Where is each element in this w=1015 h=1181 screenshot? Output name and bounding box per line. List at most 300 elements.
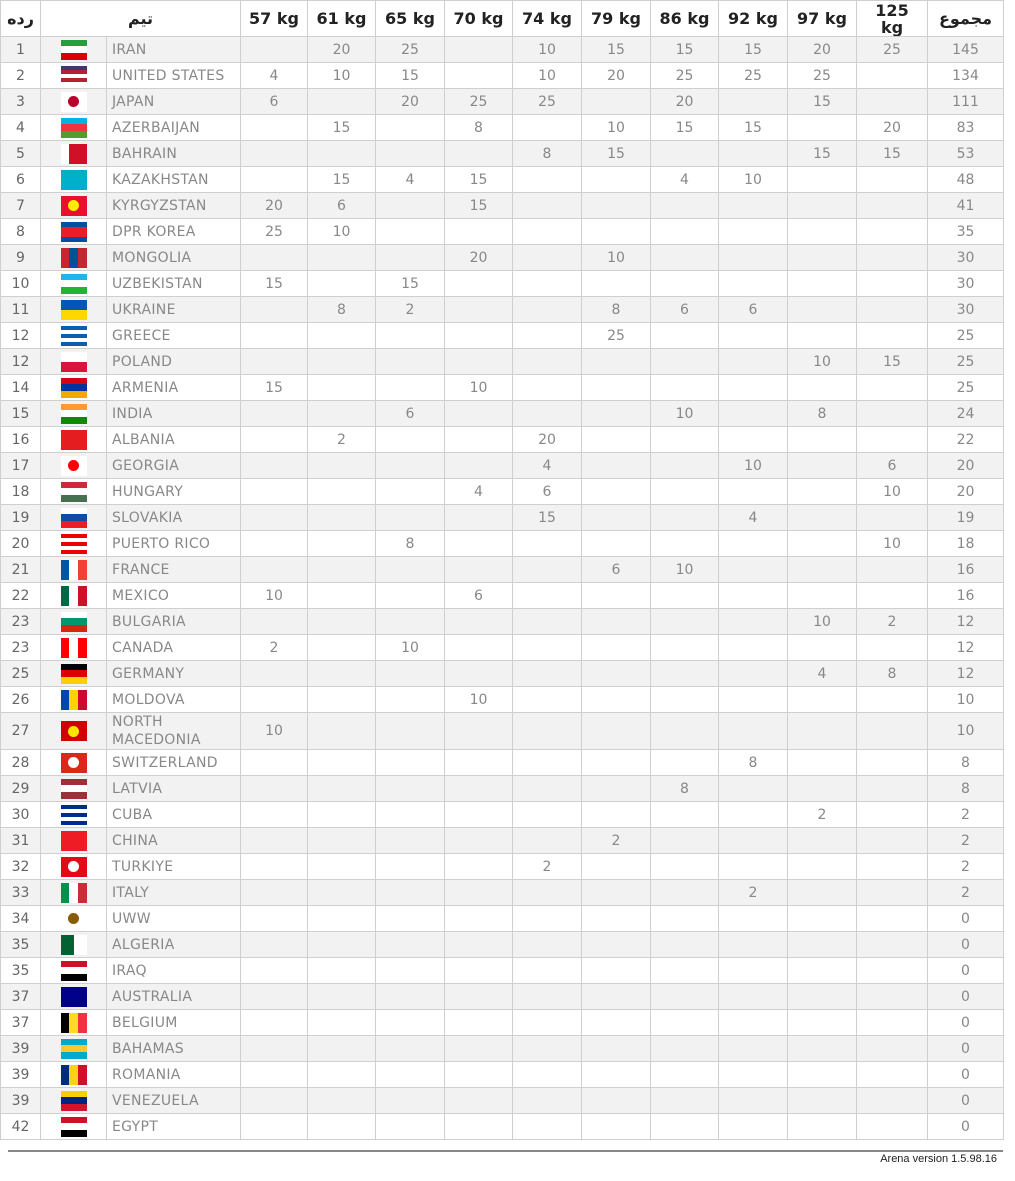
points-cell (651, 1036, 719, 1062)
points-cell (513, 776, 582, 802)
version-label: Arena version 1.5.98.16 (880, 1153, 997, 1165)
points-cell (788, 958, 857, 984)
points-cell: 6 (241, 89, 308, 115)
points-cell (513, 802, 582, 828)
points-cell (445, 1114, 513, 1140)
points-cell (651, 687, 719, 713)
flag-cell (41, 776, 107, 802)
total-cell: 22 (928, 427, 1004, 453)
total-cell: 30 (928, 297, 1004, 323)
points-cell (719, 479, 788, 505)
table-row (1, 880, 1004, 906)
flag-icon (61, 779, 87, 799)
table-row (1, 828, 1004, 854)
points-cell: 15 (445, 193, 513, 219)
points-cell (719, 1114, 788, 1140)
points-cell: 2 (241, 635, 308, 661)
points-cell (445, 557, 513, 583)
table-row (1, 687, 1004, 713)
flag-icon (61, 482, 87, 502)
flag-icon (61, 274, 87, 294)
points-cell (241, 505, 308, 531)
points-cell (445, 1088, 513, 1114)
table-row (1, 375, 1004, 401)
points-cell: 10 (582, 245, 651, 271)
points-cell (445, 1010, 513, 1036)
total-cell: 12 (928, 661, 1004, 687)
points-cell (719, 531, 788, 557)
team-name: BELGIUM (107, 1010, 241, 1036)
table-row (1, 1088, 1004, 1114)
rank-cell: 32 (1, 854, 41, 880)
points-cell (308, 776, 376, 802)
flag-icon (61, 430, 87, 450)
points-cell (857, 297, 928, 323)
points-cell (857, 635, 928, 661)
flag-icon (61, 248, 87, 268)
points-cell (308, 1114, 376, 1140)
points-cell: 20 (788, 37, 857, 63)
flag-icon (61, 560, 87, 580)
total-cell: 16 (928, 557, 1004, 583)
total-cell: 83 (928, 115, 1004, 141)
points-cell: 20 (376, 89, 445, 115)
points-cell (651, 505, 719, 531)
rank-cell: 30 (1, 802, 41, 828)
points-cell: 20 (445, 245, 513, 271)
flag-cell (41, 1062, 107, 1088)
team-name: ROMANIA (107, 1062, 241, 1088)
points-cell (513, 323, 582, 349)
table-row (1, 750, 1004, 776)
team-name: UWW (107, 906, 241, 932)
rank-cell: 3 (1, 89, 41, 115)
points-cell (857, 802, 928, 828)
points-cell (445, 1036, 513, 1062)
points-cell (651, 958, 719, 984)
points-cell: 8 (857, 661, 928, 687)
rank-cell: 16 (1, 427, 41, 453)
flag-cell (41, 583, 107, 609)
header-weight: 74 kg (513, 1, 582, 37)
table-row (1, 776, 1004, 802)
points-cell (582, 932, 651, 958)
flag-cell (41, 479, 107, 505)
team-name: KYRGYZSTAN (107, 193, 241, 219)
points-cell (241, 323, 308, 349)
points-cell (582, 401, 651, 427)
table-row (1, 479, 1004, 505)
points-cell (719, 271, 788, 297)
points-cell (719, 802, 788, 828)
points-cell (719, 557, 788, 583)
points-cell (857, 880, 928, 906)
points-cell (241, 37, 308, 63)
team-name: AUSTRALIA (107, 984, 241, 1010)
points-cell: 8 (651, 776, 719, 802)
rank-cell: 35 (1, 958, 41, 984)
points-cell (376, 984, 445, 1010)
points-cell (857, 323, 928, 349)
points-cell (445, 609, 513, 635)
points-cell (857, 63, 928, 89)
rank-cell: 1 (1, 37, 41, 63)
points-cell: 6 (513, 479, 582, 505)
points-cell (513, 375, 582, 401)
total-cell: 53 (928, 141, 1004, 167)
points-cell (857, 1062, 928, 1088)
points-cell (376, 583, 445, 609)
points-cell (719, 1062, 788, 1088)
team-name: TURKIYE (107, 854, 241, 880)
points-cell (241, 557, 308, 583)
points-cell: 10 (788, 609, 857, 635)
rank-cell: 9 (1, 245, 41, 271)
points-cell (788, 984, 857, 1010)
flag-icon (61, 1117, 87, 1137)
team-name: CHINA (107, 828, 241, 854)
points-cell: 15 (376, 63, 445, 89)
header-weight: 92 kg (719, 1, 788, 37)
points-cell (445, 323, 513, 349)
rank-cell: 34 (1, 906, 41, 932)
rank-cell: 18 (1, 479, 41, 505)
flag-cell (41, 89, 107, 115)
flag-cell (41, 687, 107, 713)
points-cell (308, 1010, 376, 1036)
points-cell (445, 635, 513, 661)
points-cell (719, 193, 788, 219)
flag-icon (61, 1091, 87, 1111)
points-cell (445, 880, 513, 906)
points-cell (788, 1062, 857, 1088)
points-cell: 6 (857, 453, 928, 479)
header-weight: 97 kg (788, 1, 857, 37)
points-cell (513, 880, 582, 906)
table-row (1, 323, 1004, 349)
points-cell (241, 776, 308, 802)
points-cell (788, 453, 857, 479)
flag-cell (41, 984, 107, 1010)
flag-cell (41, 505, 107, 531)
total-cell: 25 (928, 323, 1004, 349)
points-cell (308, 880, 376, 906)
points-cell (857, 854, 928, 880)
team-name: MEXICO (107, 583, 241, 609)
points-cell (651, 479, 719, 505)
points-cell (582, 854, 651, 880)
points-cell (788, 906, 857, 932)
rank-cell: 20 (1, 531, 41, 557)
points-cell (719, 1036, 788, 1062)
points-cell (308, 141, 376, 167)
points-cell: 20 (241, 193, 308, 219)
points-cell (582, 609, 651, 635)
points-cell (513, 271, 582, 297)
points-cell (513, 557, 582, 583)
points-cell (376, 661, 445, 687)
points-cell (651, 635, 719, 661)
points-cell (857, 167, 928, 193)
points-cell (719, 984, 788, 1010)
team-name: GERMANY (107, 661, 241, 687)
points-cell: 6 (445, 583, 513, 609)
total-cell: 0 (928, 984, 1004, 1010)
team-name: CANADA (107, 635, 241, 661)
points-cell (241, 167, 308, 193)
points-cell (582, 958, 651, 984)
flag-icon (61, 690, 87, 710)
rank-cell: 39 (1, 1036, 41, 1062)
rank-cell: 17 (1, 453, 41, 479)
flag-icon (61, 831, 87, 851)
table-row (1, 1036, 1004, 1062)
points-cell (582, 906, 651, 932)
points-cell (241, 1114, 308, 1140)
points-cell (582, 776, 651, 802)
points-cell (308, 609, 376, 635)
points-cell (857, 219, 928, 245)
points-cell (788, 880, 857, 906)
points-cell: 15 (308, 167, 376, 193)
flag-cell (41, 63, 107, 89)
points-cell (788, 375, 857, 401)
points-cell (513, 1036, 582, 1062)
flag-cell (41, 880, 107, 906)
points-cell (788, 1088, 857, 1114)
points-cell (376, 713, 445, 750)
points-cell (308, 375, 376, 401)
flag-icon (61, 196, 87, 216)
points-cell: 2 (857, 609, 928, 635)
points-cell: 15 (788, 141, 857, 167)
points-cell: 15 (445, 167, 513, 193)
table-row (1, 1062, 1004, 1088)
points-cell: 15 (788, 89, 857, 115)
points-cell: 25 (651, 63, 719, 89)
flag-cell (41, 349, 107, 375)
flag-cell (41, 958, 107, 984)
points-cell (445, 37, 513, 63)
points-cell: 8 (376, 531, 445, 557)
points-cell: 10 (788, 349, 857, 375)
points-cell (513, 401, 582, 427)
rank-cell: 7 (1, 193, 41, 219)
team-name: LATVIA (107, 776, 241, 802)
table-row (1, 854, 1004, 880)
points-cell (582, 687, 651, 713)
flag-icon (61, 883, 87, 903)
points-cell (241, 932, 308, 958)
points-cell (857, 776, 928, 802)
points-cell (719, 89, 788, 115)
points-cell (719, 583, 788, 609)
header-total: مجموع (928, 1, 1004, 37)
header-weight: 57 kg (241, 1, 308, 37)
total-cell: 2 (928, 854, 1004, 880)
team-name: UNITED STATES (107, 63, 241, 89)
points-cell (308, 245, 376, 271)
flag-icon (61, 118, 87, 138)
points-cell (513, 713, 582, 750)
points-cell (376, 1088, 445, 1114)
rank-cell: 39 (1, 1062, 41, 1088)
total-cell: 25 (928, 375, 1004, 401)
flag-cell (41, 750, 107, 776)
points-cell (308, 802, 376, 828)
points-cell (857, 932, 928, 958)
points-cell (582, 1036, 651, 1062)
total-cell: 12 (928, 609, 1004, 635)
points-cell (788, 828, 857, 854)
points-cell (651, 349, 719, 375)
points-cell: 8 (788, 401, 857, 427)
points-cell (308, 661, 376, 687)
points-cell (857, 375, 928, 401)
points-cell (582, 713, 651, 750)
points-cell (857, 1010, 928, 1036)
total-cell: 8 (928, 776, 1004, 802)
rank-cell: 11 (1, 297, 41, 323)
points-cell (445, 802, 513, 828)
table-row (1, 713, 1004, 750)
table-row (1, 193, 1004, 219)
rank-cell: 15 (1, 401, 41, 427)
flag-cell (41, 802, 107, 828)
points-cell (857, 557, 928, 583)
flag-cell (41, 661, 107, 687)
rank-cell: 10 (1, 271, 41, 297)
team-name: IRAQ (107, 958, 241, 984)
team-name: UZBEKISTAN (107, 271, 241, 297)
points-cell (788, 115, 857, 141)
points-cell (445, 750, 513, 776)
points-cell (513, 687, 582, 713)
points-cell (308, 1088, 376, 1114)
points-cell: 2 (582, 828, 651, 854)
total-cell: 35 (928, 219, 1004, 245)
points-cell (376, 828, 445, 854)
flag-cell (41, 245, 107, 271)
table-row (1, 89, 1004, 115)
points-cell (719, 906, 788, 932)
total-cell: 0 (928, 1036, 1004, 1062)
points-cell (308, 453, 376, 479)
flag-icon (61, 300, 87, 320)
table-row (1, 906, 1004, 932)
points-cell (788, 1036, 857, 1062)
total-cell: 25 (928, 349, 1004, 375)
points-cell (788, 271, 857, 297)
rank-cell: 42 (1, 1114, 41, 1140)
header-weight: 61 kg (308, 1, 376, 37)
points-cell (857, 193, 928, 219)
flag-icon (61, 222, 87, 242)
points-cell (308, 932, 376, 958)
points-cell (582, 427, 651, 453)
flag-icon (61, 857, 87, 877)
total-cell: 19 (928, 505, 1004, 531)
points-cell (241, 479, 308, 505)
team-name: MONGOLIA (107, 245, 241, 271)
points-cell (376, 687, 445, 713)
points-cell (308, 583, 376, 609)
points-cell: 8 (445, 115, 513, 141)
flag-cell (41, 932, 107, 958)
total-cell: 0 (928, 906, 1004, 932)
points-cell (788, 245, 857, 271)
points-cell (445, 984, 513, 1010)
table-row (1, 245, 1004, 271)
total-cell: 48 (928, 167, 1004, 193)
points-cell (241, 984, 308, 1010)
flag-icon (61, 508, 87, 528)
points-cell (308, 635, 376, 661)
rank-cell: 37 (1, 1010, 41, 1036)
team-name: DPR KOREA (107, 219, 241, 245)
points-cell (788, 1114, 857, 1140)
points-cell: 15 (241, 375, 308, 401)
rank-cell: 39 (1, 1088, 41, 1114)
flag-cell (41, 713, 107, 750)
rank-cell: 2 (1, 63, 41, 89)
points-cell (719, 349, 788, 375)
points-cell: 10 (857, 479, 928, 505)
points-cell (308, 401, 376, 427)
points-cell (719, 219, 788, 245)
table-row (1, 63, 1004, 89)
points-cell (241, 828, 308, 854)
points-cell (582, 984, 651, 1010)
team-name: MOLDOVA (107, 687, 241, 713)
table-row (1, 115, 1004, 141)
points-cell (445, 427, 513, 453)
points-cell (376, 245, 445, 271)
points-cell (445, 141, 513, 167)
points-cell (376, 609, 445, 635)
points-cell (651, 1010, 719, 1036)
rank-cell: 4 (1, 115, 41, 141)
total-cell: 12 (928, 635, 1004, 661)
points-cell (241, 1010, 308, 1036)
table-row (1, 453, 1004, 479)
points-cell (241, 750, 308, 776)
points-cell (719, 687, 788, 713)
rank-cell: 8 (1, 219, 41, 245)
rank-cell: 27 (1, 713, 41, 750)
points-cell (788, 557, 857, 583)
points-cell: 20 (651, 89, 719, 115)
flag-cell (41, 557, 107, 583)
points-cell: 2 (376, 297, 445, 323)
points-cell (241, 531, 308, 557)
points-cell (241, 687, 308, 713)
flag-icon (61, 753, 87, 773)
header-weight: 86 kg (651, 1, 719, 37)
points-cell (308, 349, 376, 375)
team-name: ALBANIA (107, 427, 241, 453)
points-cell (651, 713, 719, 750)
points-cell (376, 557, 445, 583)
points-cell (241, 1062, 308, 1088)
points-cell (788, 219, 857, 245)
rank-cell: 19 (1, 505, 41, 531)
rank-cell: 31 (1, 828, 41, 854)
points-cell (719, 854, 788, 880)
points-cell (651, 1062, 719, 1088)
table-row (1, 984, 1004, 1010)
table-row (1, 1010, 1004, 1036)
